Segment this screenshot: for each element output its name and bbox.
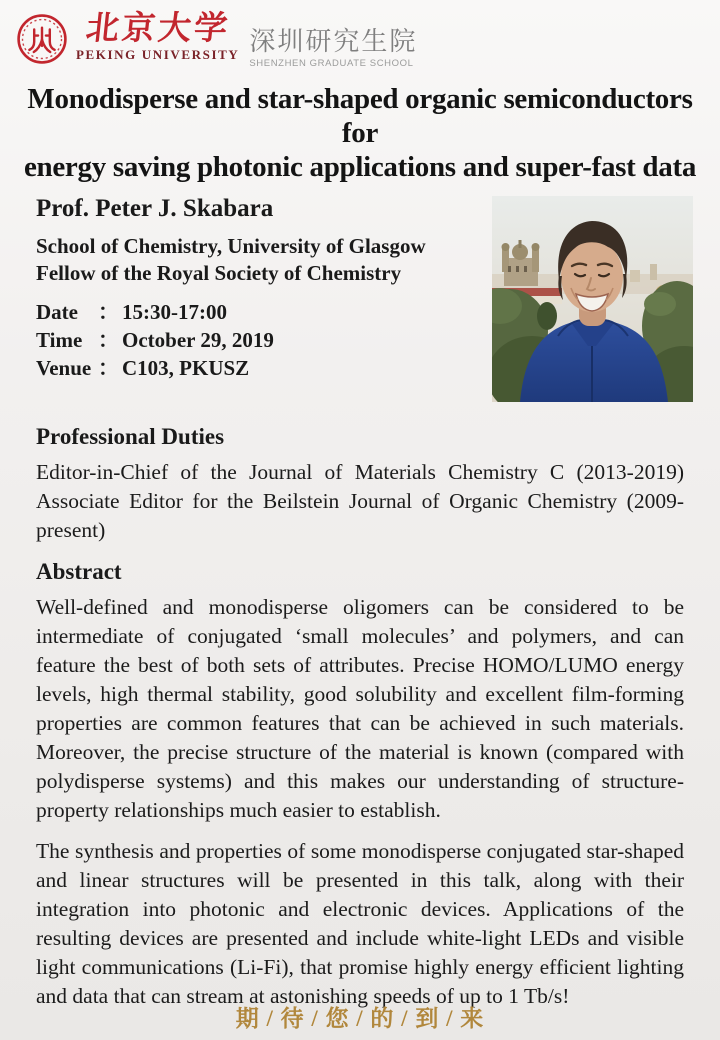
duties-heading: Professional Duties [36, 424, 225, 449]
speaker-info [36, 194, 684, 410]
time-colon: ： [98, 328, 119, 352]
school-name-en: SHENZHEN GRADUATE SCHOOL [249, 58, 414, 69]
footer-welcome-text: 期 / 待 / 您 / 的 / 到 / 来 [235, 1006, 485, 1031]
detail-row-venue [36, 354, 481, 382]
university-brand [76, 12, 239, 62]
seminar-title-line2: energy saving photonic applications and super-fast data [23, 151, 697, 183]
venue-value: C103, PKUSZ [122, 356, 250, 380]
professional-duties-section [36, 423, 684, 545]
duties-text: Editor-in-Chief of the Journal of Materials Chemistry C (2013-2019) Associate Editor for the Beilstein Journal of Organic Chemistry (2009-present) [36, 460, 684, 542]
date-colon: ： [98, 300, 119, 324]
university-name-en: PEKING UNIVERSITY [76, 47, 240, 62]
event-details [36, 298, 481, 382]
date-value: 15:30-17:00 [122, 300, 227, 324]
seminar-title-line1: Monodisperse and star-shaped organic semiconductors for [27, 83, 693, 149]
detail-row-time [36, 326, 481, 354]
speaker-text-block [36, 194, 481, 382]
speaker-photo [492, 196, 693, 402]
speaker-affiliation [36, 233, 481, 287]
speaker-name: Prof. Peter J. Skabara [36, 195, 274, 222]
abstract-heading: Abstract [36, 559, 122, 584]
abstract-paragraph-1: Well-defined and monodisperse oligomers can be considered to be intermediate of conjugated ‘small molecules’ and polymers, and can feature the best of both sets of attributes. Precise HOMO/LUMO energy levels, high thermal stability, good solubility and excellent film-forming properties are common features that can be achieved in such materials. Moreover, the precise structure of the material is known (compared with polydisperse systems) and this makes our understanding of structure-property relationships much easier to establish. [36, 595, 684, 822]
affiliation-line2: Fellow of the Royal Society of Chemistry [36, 261, 402, 285]
abstract-paragraph-2: The synthesis and properties of some monodisperse conjugated star-shaped and linear structures will be presented in this talk, along with their integration into photonic and electronic devices. Applications of the resulting devices are presented and include white-light LEDs and visible light communications (Li-Fi), that promise highly energy efficient lighting and data that can stream at astonishing speeds of up to 1 Tb/s! [36, 839, 684, 1008]
cathedral-silhouette [502, 240, 540, 286]
seminar-title [18, 82, 702, 184]
venue-label: Venue [36, 356, 92, 380]
venue-colon: ： [98, 356, 119, 380]
affiliation-line1: School of Chemistry, University of Glasgow [36, 234, 426, 258]
time-label: Time [36, 328, 83, 352]
date-label: Date [36, 300, 78, 324]
university-name-cn: 北京大学 [83, 11, 232, 47]
pku-seal-icon [16, 13, 68, 65]
abstract-section [36, 558, 684, 1011]
school-name-cn: 深圳研究生院 [249, 27, 418, 56]
time-value: October 29, 2019 [122, 328, 274, 352]
header [0, 0, 720, 74]
detail-row-date [36, 298, 481, 326]
graduate-school-brand [249, 29, 417, 69]
